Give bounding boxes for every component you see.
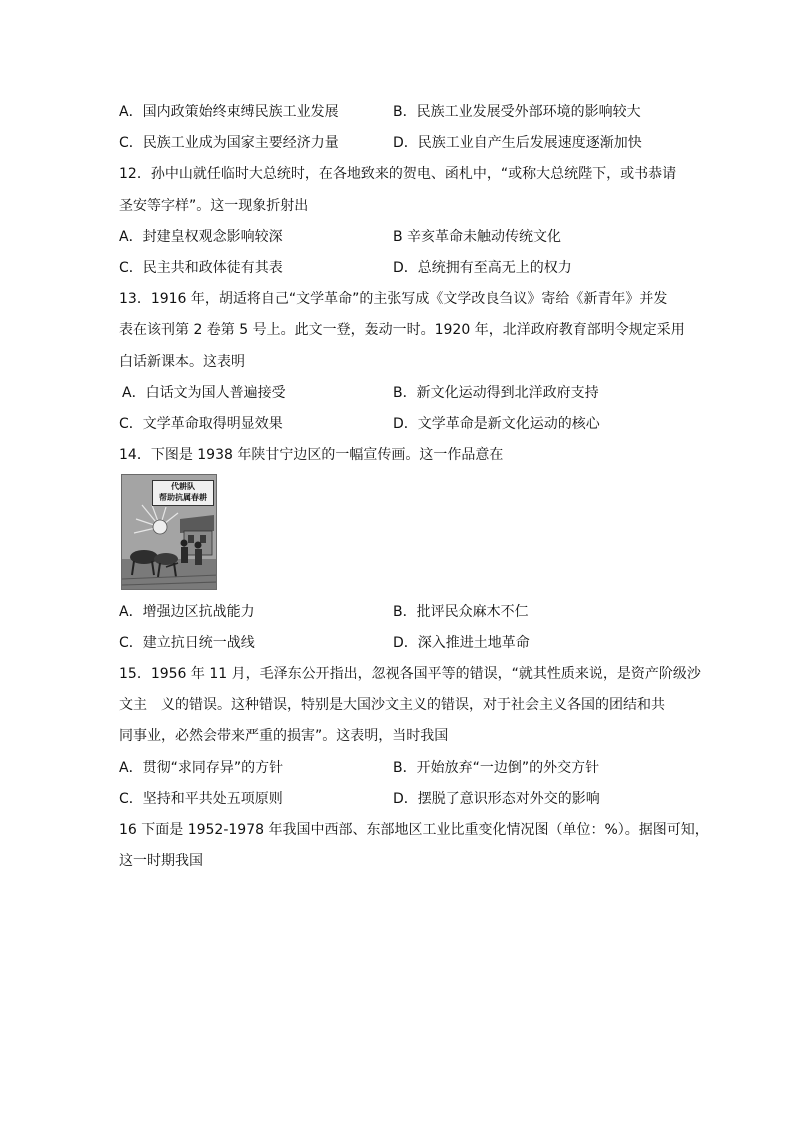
- q12-option-b: B 辛亥革命未触动传统文化: [393, 229, 562, 245]
- q12-stem-line-1: 12．孙中山就任临时大总统时，在各地致来的贺电、函札中，“或称大总统陛下，或书恭请: [119, 166, 677, 182]
- q14-stem: 14．下图是 1938 年陕甘宁边区的一幅宣传画。这一作品意在: [119, 447, 504, 463]
- q14-option-b: B．批评民众麻木不仁: [393, 604, 529, 620]
- q15-option-c: C．坚持和平共处五项原则: [119, 791, 283, 807]
- q13-stem-line-3: 白话新课本。这表明: [119, 354, 245, 370]
- q12-option-c: C．民主共和政体徒有其表: [119, 260, 283, 276]
- q12-option-d: D．总统拥有至高无上的权力: [393, 260, 572, 276]
- q13-option-b: B．新文化运动得到北洋政府支持: [393, 385, 599, 401]
- q13-option-d: D．文学革命是新文化运动的核心: [393, 416, 600, 432]
- q13-option-a: A．白话文为国人普遍接受: [122, 385, 286, 401]
- poster-title: [152, 480, 214, 506]
- q15-stem-line-3: 同事业，必然会带来严重的损害”。这表明，当时我国: [119, 728, 449, 744]
- poster-title-line-1: 代耕队: [171, 481, 195, 491]
- q11-option-c: C．民族工业成为国家主要经济力量: [119, 135, 339, 151]
- q11-option-d: D．民族工业自产生后发展速度逐渐加快: [393, 135, 642, 151]
- q14-option-d: D．深入推进土地革命: [393, 635, 530, 651]
- q13-stem-line-1: 13．1916 年，胡适将自己“文学革命”的主张写成《文学改良刍议》寄给《新青年》并发: [119, 291, 668, 307]
- q15-option-d: D．摆脱了意识形态对外交的影响: [393, 791, 600, 807]
- q13-stem-line-2: 表在该刊第 2 卷第 5 号上。此文一登，轰动一时。1920 年，北洋政府教育部明令规定采用: [119, 322, 685, 338]
- q14-option-a: A．增强边区抗战能力: [119, 604, 255, 620]
- q15-stem-line-1: 15．1956 年 11 月，毛泽东公开指出，忽视各国平等的错误，“就其性质来说，是资产阶级沙: [119, 666, 701, 682]
- q12-option-a: A．封建皇权观念影响较深: [119, 229, 283, 245]
- q13-option-c: C．文学革命取得明显效果: [119, 416, 283, 432]
- q15-stem-line-2: 文主 义的错误。这种错误，特别是大国沙文主义的错误，对于社会主义各国的团结和共: [119, 697, 665, 713]
- q15-option-b: B．开始放弃“一边倒”的外交方针: [393, 760, 600, 776]
- q16-stem-line-1: 16 下面是 1952-1978 年我国中西部、东部地区工业比重变化情况图（单位：%）。据图可知，: [119, 822, 709, 838]
- q14-option-c: C．建立抗日统一战线: [119, 635, 255, 651]
- poster-title-line-2: 帮助抗属春耕: [159, 492, 207, 502]
- propaganda-poster-image: [121, 474, 217, 590]
- q15-option-a: A．贯彻“求同存异”的方针: [119, 760, 284, 776]
- q16-stem-line-2: 这一时期我国: [119, 853, 203, 869]
- q12-stem-line-2: 圣安等字样”。这一现象折射出: [119, 198, 309, 214]
- q11-option-a: A．国内政策始终束缚民族工业发展: [119, 104, 339, 120]
- q11-option-b: B．民族工业发展受外部环境的影响较大: [393, 104, 641, 120]
